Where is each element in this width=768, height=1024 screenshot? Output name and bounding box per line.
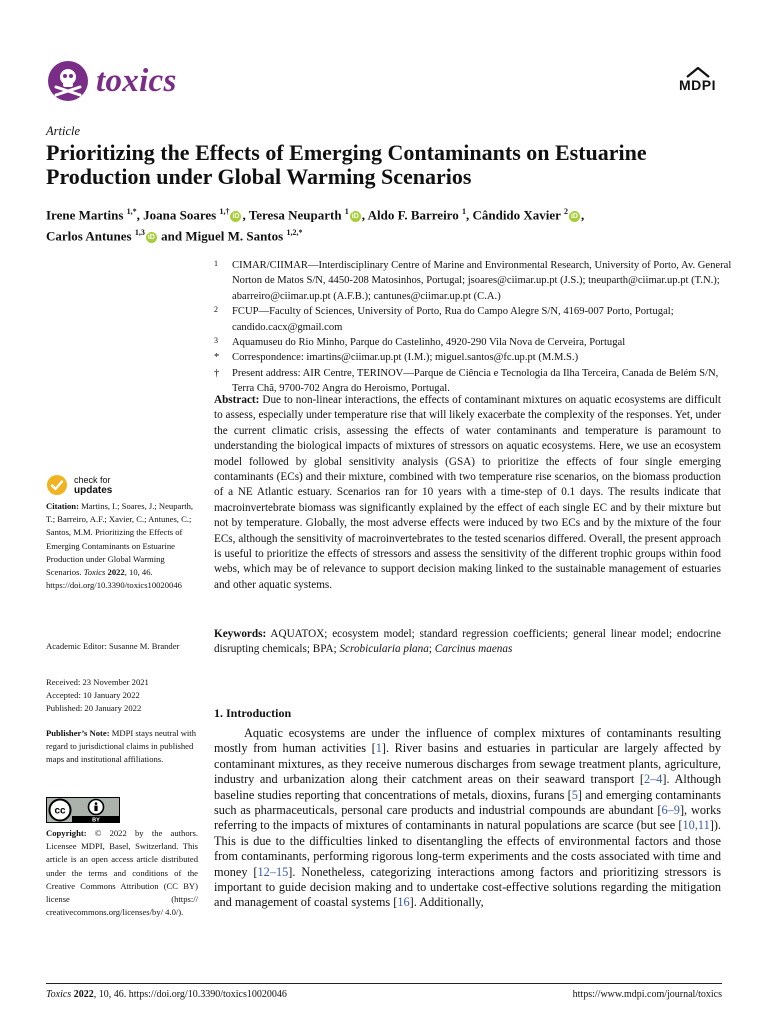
- reference-link[interactable]: 10,11: [682, 818, 710, 833]
- paragraph-text: ]. River basins and estuaries in particular are largely affected by contaminant mixtures, as they receive numerous discharges from sewage treatment plants, agriculture, industry and urbanization along their catchment areas on their seaward transport [: [214, 741, 721, 787]
- reference-link[interactable]: 16: [397, 895, 410, 910]
- mdpi-logo[interactable]: [679, 66, 716, 93]
- keywords-text: AQUATOX; ecosystem model; standard regression coefficients; general linear model; endocrine disrupting chemicals; BPA;: [214, 628, 721, 656]
- check-updates-icon: [46, 474, 68, 496]
- paragraph-text: ], works referring to the impacts of mixtures of contaminants in natural populations are scarce (but see [: [214, 803, 721, 833]
- abstract-text: Due to non-linear interactions, the effects of contaminant mixtures on aquatic ecosystems are difficult to assess, especially under temperature rise that will likely exacerbate the complexity of the responses. Yet, under the current climatic crisis, assessing the effects of water contaminants and temperature is paramount to understanding the biological impacts of mixtures of stressors on aquatic ecosystems. Here, we use an ecosystem model followed by global sensitivity analysis (GSA) to prioritize the effects of four single emerging contaminants (ECs) and their mixture, combined with two temperature rise scenarios, on the biomass production of a NE Atlantic estuary. Scenarios ran for 10 years with a time-step of 0.1 days. The results indicate that macroinvertebrate biomass was significantly explained by the effect of each single EC and by their mixture but not by temperature. Globally, the most adverse effects were induced by two ECs and by the mixture of the four ECs, although the sensitivity of macroinvertebrates to the tested scenarios differed. Overall, the present approach is useful to prioritize the effects of stressors and assess the sensitivity of the different trophic groups within food webs, which may be of relevance to support decision making linked to the sustainable management of estuaries and other aquatic systems.: [214, 394, 722, 591]
- affiliation-marker: †: [214, 367, 220, 379]
- section-heading-introduction: 1. Introduction: [214, 706, 292, 720]
- affiliation-text: Present address: AIR Centre, TERINOV—Parque de Ciência e Tecnologia da Ilha Terceira, Canada de Belém S/N, Terra Chã, 9700-702 Angra do Heroismo, Portugal.: [232, 367, 719, 395]
- author-name: Aldo F. Barreiro: [367, 207, 462, 223]
- copyright-label: Copyright:: [46, 828, 87, 838]
- affiliation-text: CIMAR/CIIMAR—Interdisciplinary Centre of Marine and Environmental Research, University of Porto, Av. General Norton de Matos S/N, 4450-208 Matosinhos, Portugal; jsoares@ciimar.up.pt (J.S.); tneuparth@ciimar.up.pt (T.N.); abarreiro@ciimar.up.pt (A.F.B.); cantunes@ciimar.up.pt (C.A.): [232, 260, 732, 302]
- copyright-block: [46, 827, 198, 919]
- date-accepted: Accepted: 10 January 2022: [46, 690, 140, 701]
- affiliation-text: FCUP—Faculty of Sciences, University of Porto, Rua do Campo Alegre S/N, 4169-007 Porto, Portugal; candido.cacx@gmail.com: [232, 306, 674, 333]
- affiliation-text: Aquamuseu do Rio Minho, Parque do Castelinho, 4920-290 Vila Nova de Cerveira, Portugal: [232, 337, 626, 349]
- introduction-paragraph: [214, 726, 721, 911]
- keyword-italic-2: Carcinus maenas: [434, 643, 513, 656]
- reference-link[interactable]: 5: [571, 787, 578, 802]
- author-line-1: [46, 203, 726, 224]
- date-received: Received: 23 November 2021: [46, 677, 149, 687]
- academic-editor: Academic Editor: Susanne M. Brander: [46, 641, 180, 651]
- keywords: [214, 627, 721, 658]
- author-name: Irene Martins: [46, 207, 127, 223]
- reference-link[interactable]: 2–4: [643, 772, 663, 787]
- author-affiliation-marker: 1,*: [126, 207, 137, 216]
- footer-journal-url[interactable]: https://www.mdpi.com/journal/toxics: [572, 989, 722, 1000]
- orcid-icon[interactable]: iD: [351, 212, 359, 220]
- author-name: Cândido Xavier: [472, 207, 564, 223]
- affiliation-item: [214, 350, 734, 365]
- citation-block: [46, 500, 198, 592]
- cc-by-license-badge[interactable]: [46, 797, 120, 828]
- author-separator: ,: [242, 207, 249, 223]
- author-affiliation-marker: 1: [344, 207, 349, 216]
- affiliation-marker: 3: [214, 336, 218, 346]
- orcid-icon[interactable]: iD: [147, 234, 155, 242]
- journal-name[interactable]: toxics: [96, 62, 177, 99]
- publisher-note: [46, 727, 198, 767]
- orcid-icon[interactable]: iD: [570, 212, 578, 220]
- affiliation-item: [214, 304, 734, 335]
- author-line-2: [46, 224, 726, 245]
- author-affiliation-marker: 1,†: [219, 207, 230, 216]
- citation-rest[interactable]: , 10, 46. https://doi.org/10.3390/toxics10020046: [46, 567, 182, 591]
- publisher-note-label: Publisher’s Note:: [46, 728, 110, 738]
- citation-journal: Toxics: [83, 567, 106, 578]
- author-name: Joana Soares: [143, 207, 220, 223]
- author-separator: ,: [136, 207, 144, 223]
- reference-link[interactable]: 1: [375, 741, 382, 756]
- author-separator: ,: [580, 207, 585, 223]
- reference-link[interactable]: 12–15: [257, 864, 289, 879]
- paragraph-text: Aquatic ecosystems are under the influence of complex mixtures of contaminants resulting mostly from human activities [: [214, 726, 721, 756]
- author-list: [46, 203, 726, 246]
- paragraph-text: ] and emerging contaminants such as pharmaceuticals, personal care products and industrial compounds are abundant [: [214, 787, 721, 818]
- affiliation-marker: *: [214, 352, 220, 364]
- affiliation-marker: 1: [214, 259, 218, 268]
- cc-by-icon: [46, 797, 120, 823]
- author-affiliation-marker: 2: [563, 207, 568, 216]
- author-separator: and: [157, 228, 186, 244]
- paragraph-text: ]. Nonetheless, categorizing interactions among factors and prioritizing stressors is important to guide decision making and to undertake cost-effective solutions regarding the mitigation and management of coastal systems [: [214, 864, 721, 910]
- affiliation-text: Correspondence: imartins@ciimar.up.pt (I.M.); miguel.santos@fc.up.pt (M.M.S.): [232, 352, 579, 364]
- abstract-label: Abstract:: [214, 394, 260, 406]
- footer-year: 2022: [71, 989, 94, 1000]
- affiliations: [214, 258, 734, 397]
- author-affiliation-marker: 1,3: [134, 228, 145, 238]
- author-separator: ,: [361, 207, 368, 223]
- copyright-text: © 2022 by the authors. Licensee MDPI, Basel, Switzerland. This article is an open access article distributed under the terms and conditions of the Creative Commons Attribution (CC BY) license (https:// creativecommons.org/licenses/by/ 4.0/).: [46, 828, 198, 918]
- check-updates-line1: check for: [74, 474, 111, 485]
- paragraph-text: ]. Although baseline studies reporting that concentrations of metals, dioxins, furans [: [214, 772, 721, 802]
- citation-label: Citation:: [46, 501, 79, 511]
- author-name: Carlos Antunes: [46, 228, 135, 244]
- citation-text: Martins, I.; Soares, J.; Neuparth, T.; Barreiro, A.F.; Xavier, C.; Antunes, C.; Santos, M.M. Prioritizing the Effects of Emerging Contaminants on Estuarine Production under Global Warming Scenarios.: [46, 501, 194, 578]
- keyword-italic-1: Scrobicularia plana: [339, 643, 429, 656]
- author-name: Teresa Neuparth: [248, 207, 345, 223]
- check-for-updates-badge[interactable]: [46, 474, 112, 496]
- footer-divider: [46, 983, 722, 984]
- check-updates-line2: updates: [74, 484, 113, 496]
- footer-journal: Toxics: [46, 989, 72, 1000]
- author-affiliation-marker: 1: [461, 207, 466, 216]
- author-name: Miguel M. Santos: [185, 228, 287, 244]
- dates-block: [46, 676, 198, 716]
- footer-doi[interactable]: , 10, 46. https://doi.org/10.3390/toxics10020046: [93, 989, 287, 1000]
- date-published: Published: 20 January 2022: [46, 703, 142, 714]
- keyword-sep: ;: [428, 643, 435, 656]
- reference-link[interactable]: 6–9: [661, 803, 680, 818]
- affiliation-item: [214, 258, 734, 304]
- paragraph-text: ]). This is due to the difficulties linked to disentangling the effects of environmental factors and those from contaminants, performing rigorous long-term experiments and the costs associated with time and money [: [214, 818, 721, 879]
- journal-header: [46, 56, 177, 106]
- author-affiliation-marker: 1,2,*: [286, 228, 303, 238]
- affiliation-marker: 2: [214, 305, 218, 315]
- affiliation-item: [214, 335, 734, 350]
- author-separator: ,: [465, 207, 473, 223]
- citation-year: 2022: [105, 567, 125, 578]
- by-badge-text: BY: [92, 817, 100, 823]
- article-type: Article: [46, 124, 81, 138]
- footer-citation: [46, 989, 287, 1000]
- article-title: Prioritizing the Effects of Emerging Contaminants on Estuarine Production under Global Warming Scenarios: [46, 140, 647, 189]
- keywords-label: Keywords:: [214, 628, 267, 640]
- cc-badge-text: cc: [54, 805, 66, 817]
- abstract: [214, 393, 721, 593]
- toxics-logo-icon: [46, 59, 90, 103]
- publisher-note-text: MDPI stays neutral with regard to jurisdictional claims in published maps and institutional affiliations.: [46, 728, 196, 765]
- orcid-icon[interactable]: iD: [232, 212, 240, 220]
- publisher-name: MDPI: [679, 77, 716, 93]
- paragraph-text: ]. Additionally,: [409, 895, 484, 910]
